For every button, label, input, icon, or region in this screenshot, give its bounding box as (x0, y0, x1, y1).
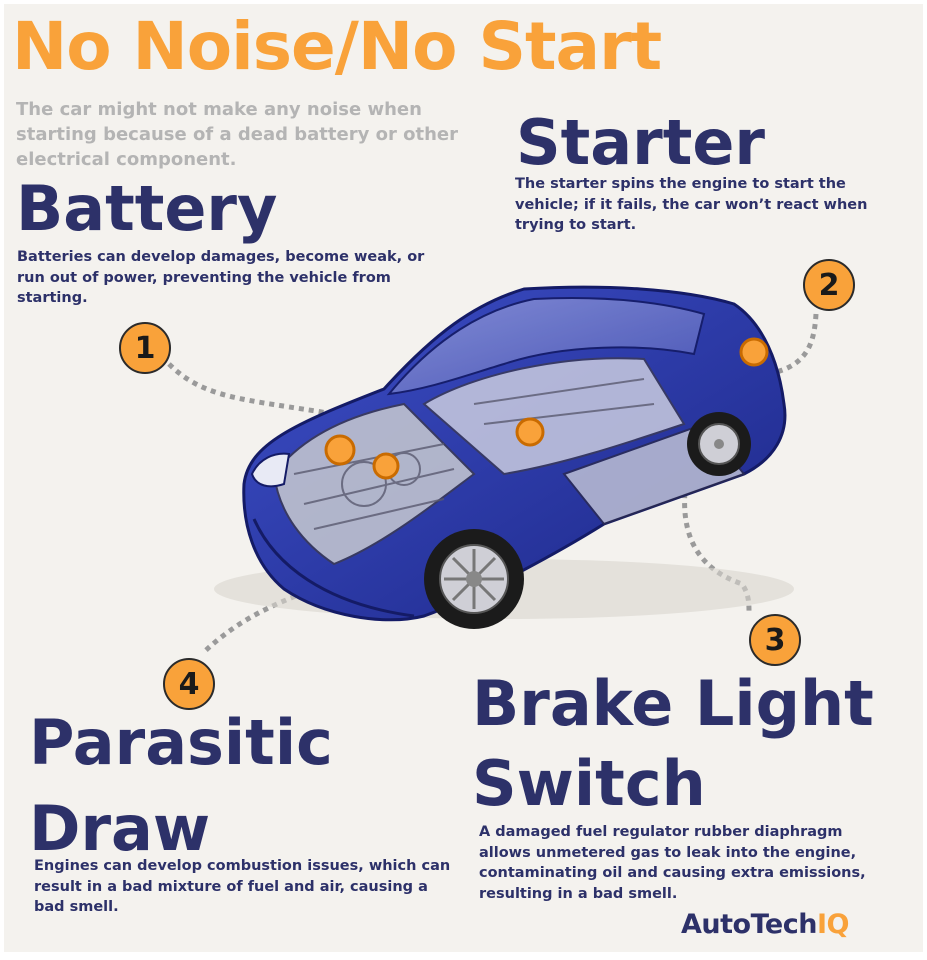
callout-line-1 (169, 364, 334, 414)
parasitic-draw-description: Engines can develop combustion issues, which can result in a bad mixture of fuel and air, causing a bad smell. (34, 858, 451, 915)
page-subtitle: The car might not make any noise when starting because of a dead battery or other electrical component. (16, 99, 458, 170)
page-title: No Noise/No Start (12, 8, 662, 85)
battery-description: Batteries can develop damages, become weak, or run out of power, preventing the vehicle from starting. (17, 249, 425, 306)
autotechiq-logo (681, 909, 849, 940)
battery-heading: Battery (16, 172, 278, 245)
badge-1: 1 (119, 322, 171, 374)
front-wheel (424, 529, 524, 629)
starter-description: The starter spins the engine to start the vehicle; if it fails, the car won’t react when trying to start. (515, 176, 868, 233)
logo-text-autotech: AutoTech (681, 909, 817, 940)
badge-4: 4 (163, 658, 215, 710)
badge-3: 3 (749, 614, 801, 666)
rear-wheel (687, 412, 751, 476)
brake-light-switch-description: A damaged fuel regulator rubber diaphragm allows unmetered gas to leak into the engine, contaminating oil and causing extra emissions, resulting in a bad smell. (479, 824, 866, 902)
infographic (4, 4, 923, 952)
brake-light-switch-heading: Brake Light Switch (472, 667, 874, 820)
starter-heading: Starter (516, 106, 765, 179)
logo-text-iq: IQ (816, 909, 849, 940)
badge-2: 2 (803, 259, 855, 311)
parasitic-draw-heading: Parasitic Draw (29, 706, 333, 865)
